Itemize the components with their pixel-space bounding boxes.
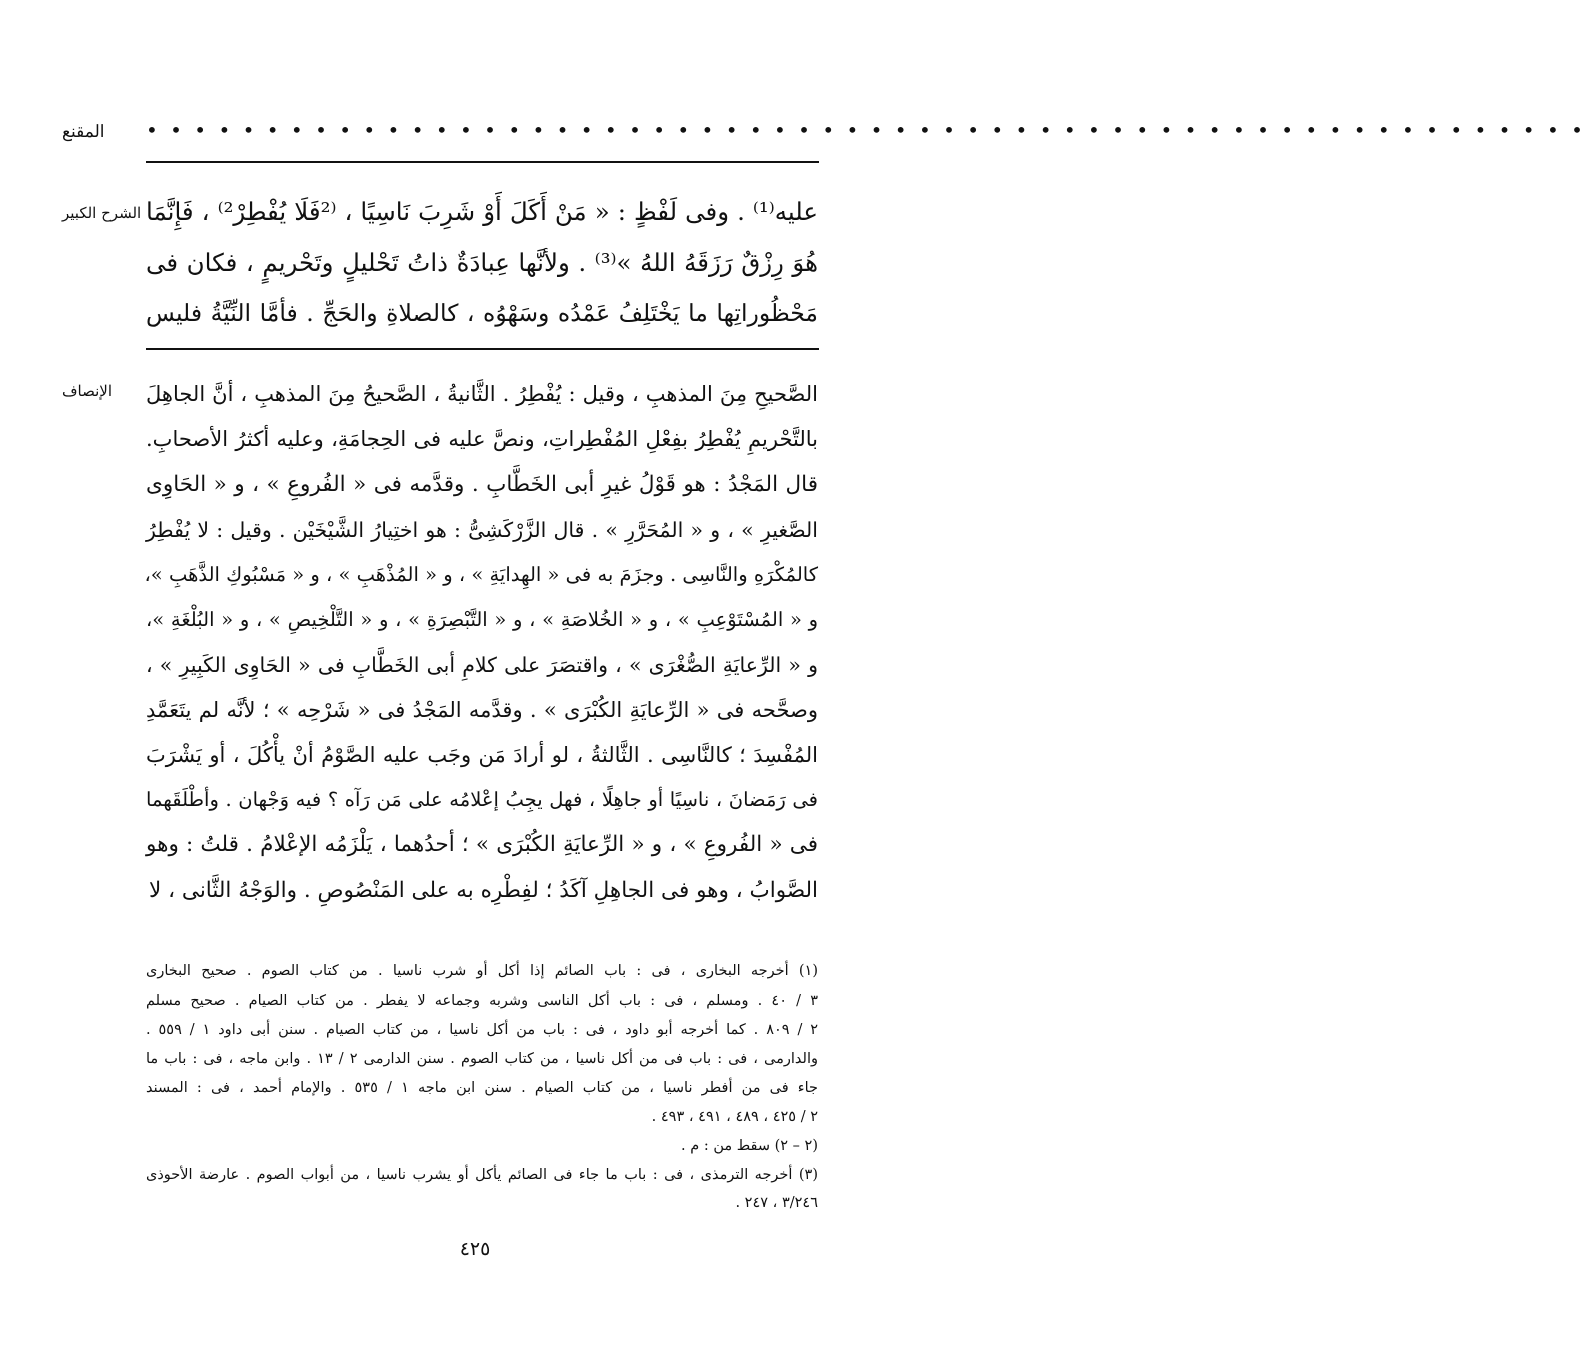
section-label-sharh: الشرح الكبير [62,204,142,222]
book-title-header: المقنع [62,122,105,142]
footnote-line: جاء فى من أفطر ناسيا ، من كتاب الصيام . سنن ابن ماجه ١ / ٥٣٥ . والإمام أحمد ، فى : المسند [146,1080,819,1096]
sharh-line: مَحْظُوراتِها ما يَخْتَلِفُ عَمْدُه وسَهْوُه ، كالصلاةِ والحَجِّ . فأمَّا النِّيَّةُ فليس [146,299,818,327]
footnote-line: والدارمى ، فى : باب فى من أكل ناسيا ، من كتاب الصوم . سنن الدارمى ٢ / ١٣ . وابن ماجه ، فى : باب ما [146,1051,818,1067]
insaf-line: بالتَّحْريمِ يُفْطِرُ بفِعْلِ المُفْطِراتِ، ونصَّ عليه فى الحِجامَةِ، وعليه أكثرُ الأصحابِ. [146,427,818,451]
insaf-line: و « المُسْتَوْعِبِ » ، و « الخُلاصَةِ » ، و « التَّبْصِرَةِ » ، و « التَّلْخِيصِ » ، و « البُلْغَةِ »، [146,608,818,631]
insaf-line: وصحَّحه فى « الرِّعايَةِ الكُبْرَى » . وقدَّمه المَجْدُ فى « شَرْحِه » ؛ لأنَّه لم يتَعَمَّدِ [146,698,818,722]
sharh-line: هُوَ رِزْقٌ رَزَقَهُ اللهُ »⁽³⁾ . ولأنَّها عِبادَةٌ ذاتُ تَحْليلٍ وتَحْريمٍ ، فكان فى [146,248,818,277]
insaf-line: الصَّوابُ ، وهو فى الجاهِلِ آكَدُ ؛ لفِطْرِه به على المَنْصُوصِ . والوَجْهُ الثَّانى ، لا [149,878,818,903]
sharh-line: عليه⁽¹⁾ . وفى لَفْظٍ : « مَنْ أَكَلَ أَوْ شَرِبَ نَاسِيًا ، ⁽²فَلَا يُفْطِرْ²⁾ ، فَإِنَّمَا [146,197,819,226]
header-rule [146,161,819,163]
insaf-line: كالمُكْرَهِ والنَّاسِى . وجزَمَ به فى « الهِدايَةِ » ، و « المُذْهَبِ » ، و « مَسْبُوكِ الذَّهَبِ »، [144,563,818,586]
section-label-insaf: الإنصاف [62,382,113,400]
insaf-line: و « الرِّعايَةِ الصُّغْرَى » ، واقتصَرَ على كلامِ أبى الخَطَّابِ فى « الحَاوِى الكَبِيرِ » ، [146,653,818,677]
footnote-line: ٣/٢٤٦ ، ٢٤٧ . [735,1195,818,1211]
footnote-line: ٣ / ٤٠ . ومسلم ، فى : باب أكل الناسى وشربه وجماعه لا يفطر . من كتاب الصيام . صحيح مسلم [146,993,818,1009]
footnote-line: (٢ – ٢) سقط من : م . [681,1138,818,1154]
footnote-line: (٣) أخرجه الترمذى ، فى : باب ما جاء فى الصائم يأكل أو يشرب ناسيا ، من أبواب الصوم . عارضة الأحوذى [146,1167,818,1183]
footnote-line: (١) أخرجه البخارى ، فى : باب الصائم إذا أكل أو شرب ناسيا . من كتاب الصوم . صحيح البخارى [146,963,818,979]
section-divider [146,348,819,350]
page-number: ٤٢٥ [459,1238,491,1260]
footnote-line: ٢ / ٤٢٥ ، ٤٨٩ ، ٤٩١ ، ٤٩٣ . [651,1109,818,1125]
insaf-line: فى « الفُروعِ » ، و « الرِّعايَةِ الكُبْرَى » ؛ أحدُهما ، يَلْزَمُه الإعْلامُ . قلتُ : وهو [146,832,818,857]
insaf-line: الصَّغيرِ » ، و « المُحَرَّرِ » . قال الزَّرْكَشِىُّ : هو اختِيارُ الشَّيْخَيْن . وقيل : لا يُفْطِرُ [146,518,818,542]
insaf-line: فى رَمَضانَ ، ناسِيًا أو جاهِلًا ، فهل يجِبُ إعْلامُه على مَن رَآه ؟ فيه وَجْهان . وأطْلَقَهما [146,788,818,811]
header-dotted-leader: • • • • • • • • • • • • • • • • • • • • • • • • • • • • • • • • • • • • • • • • • • • • • • • • • • • • • • • • • • • • [146,118,1586,142]
insaf-line: الصَّحيحِ مِنَ المذهبِ ، وقيل : يُفْطِرُ . الثَّانيةُ ، الصَّحيحُ مِنَ المذهبِ ، أنَّ الجاهِلَ [146,382,818,406]
insaf-line: قال المَجْدُ : هو قَوْلُ غيرِ أبى الخَطَّابِ . وقدَّمه فى « الفُروعِ » ، و « الحَاوِى [146,472,818,497]
footnote-line: ٢ / ٨٠٩ . كما أخرجه أبو داود ، فى : باب من أكل ناسيا ، من كتاب الصيام . سنن أبى داود ١ / ٥٥٩ . [146,1022,819,1038]
insaf-line: المُفْسِدَ ؛ كالنَّاسِى . الثَّالثةُ ، لو أرادَ مَن وجَب عليه الصَّوْمُ أنْ يأْكُلَ ، أو يَشْرَبَ [146,743,818,767]
